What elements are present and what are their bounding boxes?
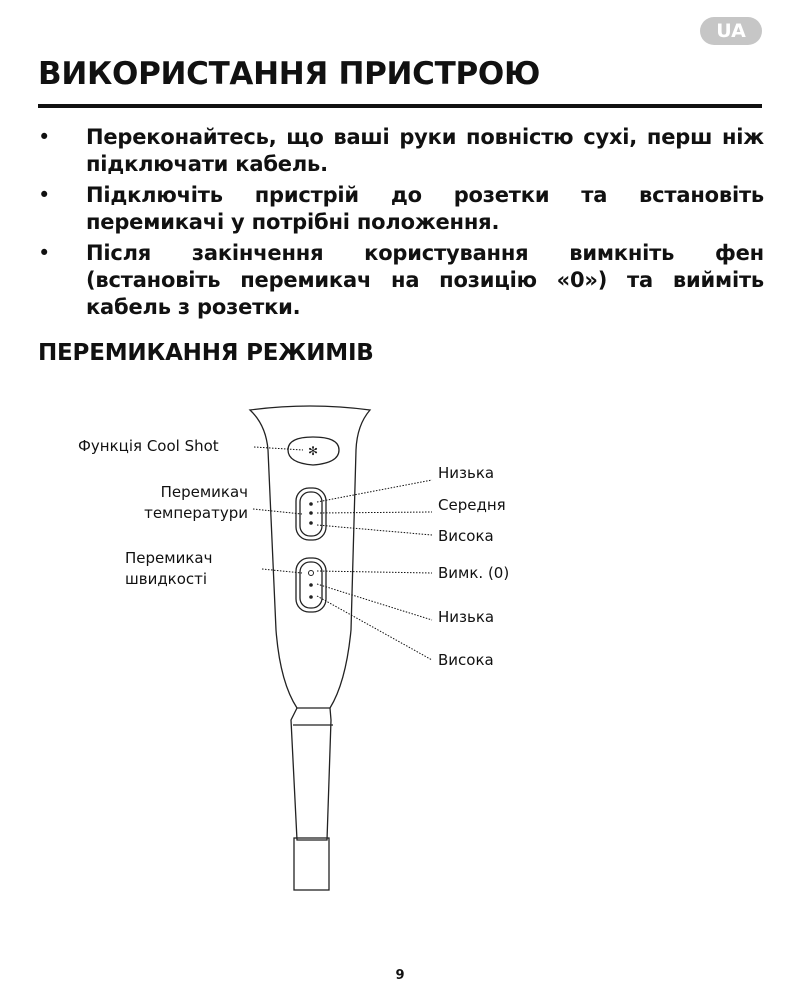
hair-dryer-illustration bbox=[0, 380, 800, 940]
label-temp-switch bbox=[106, 482, 248, 524]
label-speed-switch-line2: швидкості bbox=[125, 570, 208, 588]
bullet-icon: • bbox=[38, 125, 51, 149]
leader-temp-mid bbox=[317, 512, 432, 513]
label-speed-switch-line1: Перемикач bbox=[125, 549, 213, 567]
list-item-text: Після закінчення користування вимкніть фен (встановіть перемикач на позицію «0») та вийміть кабель з розетки. bbox=[86, 241, 764, 319]
page-title: ВИКОРИСТАННЯ ПРИСТРОЮ bbox=[38, 56, 541, 92]
list-item bbox=[38, 124, 764, 178]
label-temp-switch-line2: температури bbox=[144, 504, 248, 522]
leader-cool-shot bbox=[254, 447, 303, 450]
section-title: ПЕРЕМИКАННЯ РЕЖИМІВ bbox=[38, 340, 374, 366]
label-temp-switch-line1: Перемикач bbox=[160, 483, 248, 501]
title-divider bbox=[38, 104, 762, 108]
leader-speed-off bbox=[317, 571, 432, 573]
leader-speed-high bbox=[317, 596, 432, 660]
usage-list bbox=[38, 124, 764, 325]
label-temp-mid: Середня bbox=[438, 496, 506, 514]
language-badge: UA bbox=[700, 17, 762, 45]
label-temp-high: Висока bbox=[438, 527, 494, 545]
snowflake-icon: ✻ bbox=[307, 444, 319, 458]
leader-temp-low bbox=[317, 480, 432, 502]
leader-speed-low bbox=[317, 584, 432, 620]
page-number: 9 bbox=[395, 968, 405, 983]
label-speed-off: Вимк. (0) bbox=[438, 564, 510, 582]
cord-relief-outline bbox=[291, 708, 331, 840]
list-item-text: Переконайтесь, що ваші руки повністю сухі, перш ніж підключати кабель. bbox=[86, 125, 764, 176]
list-item bbox=[38, 182, 764, 236]
label-cool-shot: Функція Cool Shot bbox=[78, 437, 219, 455]
bullet-icon: • bbox=[38, 183, 51, 207]
leader-temp-high bbox=[317, 525, 432, 535]
label-temp-low: Низька bbox=[438, 464, 495, 482]
label-speed-switch bbox=[125, 548, 212, 590]
label-speed-high: Висока bbox=[438, 651, 494, 669]
list-item bbox=[38, 240, 764, 321]
list-item-text: Підключіть пристрій до розетки та встановіть перемикачі у потрібні положення. bbox=[86, 183, 764, 234]
hair-dryer-diagram bbox=[0, 380, 800, 940]
plug-outline bbox=[294, 838, 329, 890]
bullet-icon: • bbox=[38, 241, 51, 265]
leader-temp-switch bbox=[253, 509, 302, 514]
label-speed-low: Низька bbox=[438, 608, 495, 626]
